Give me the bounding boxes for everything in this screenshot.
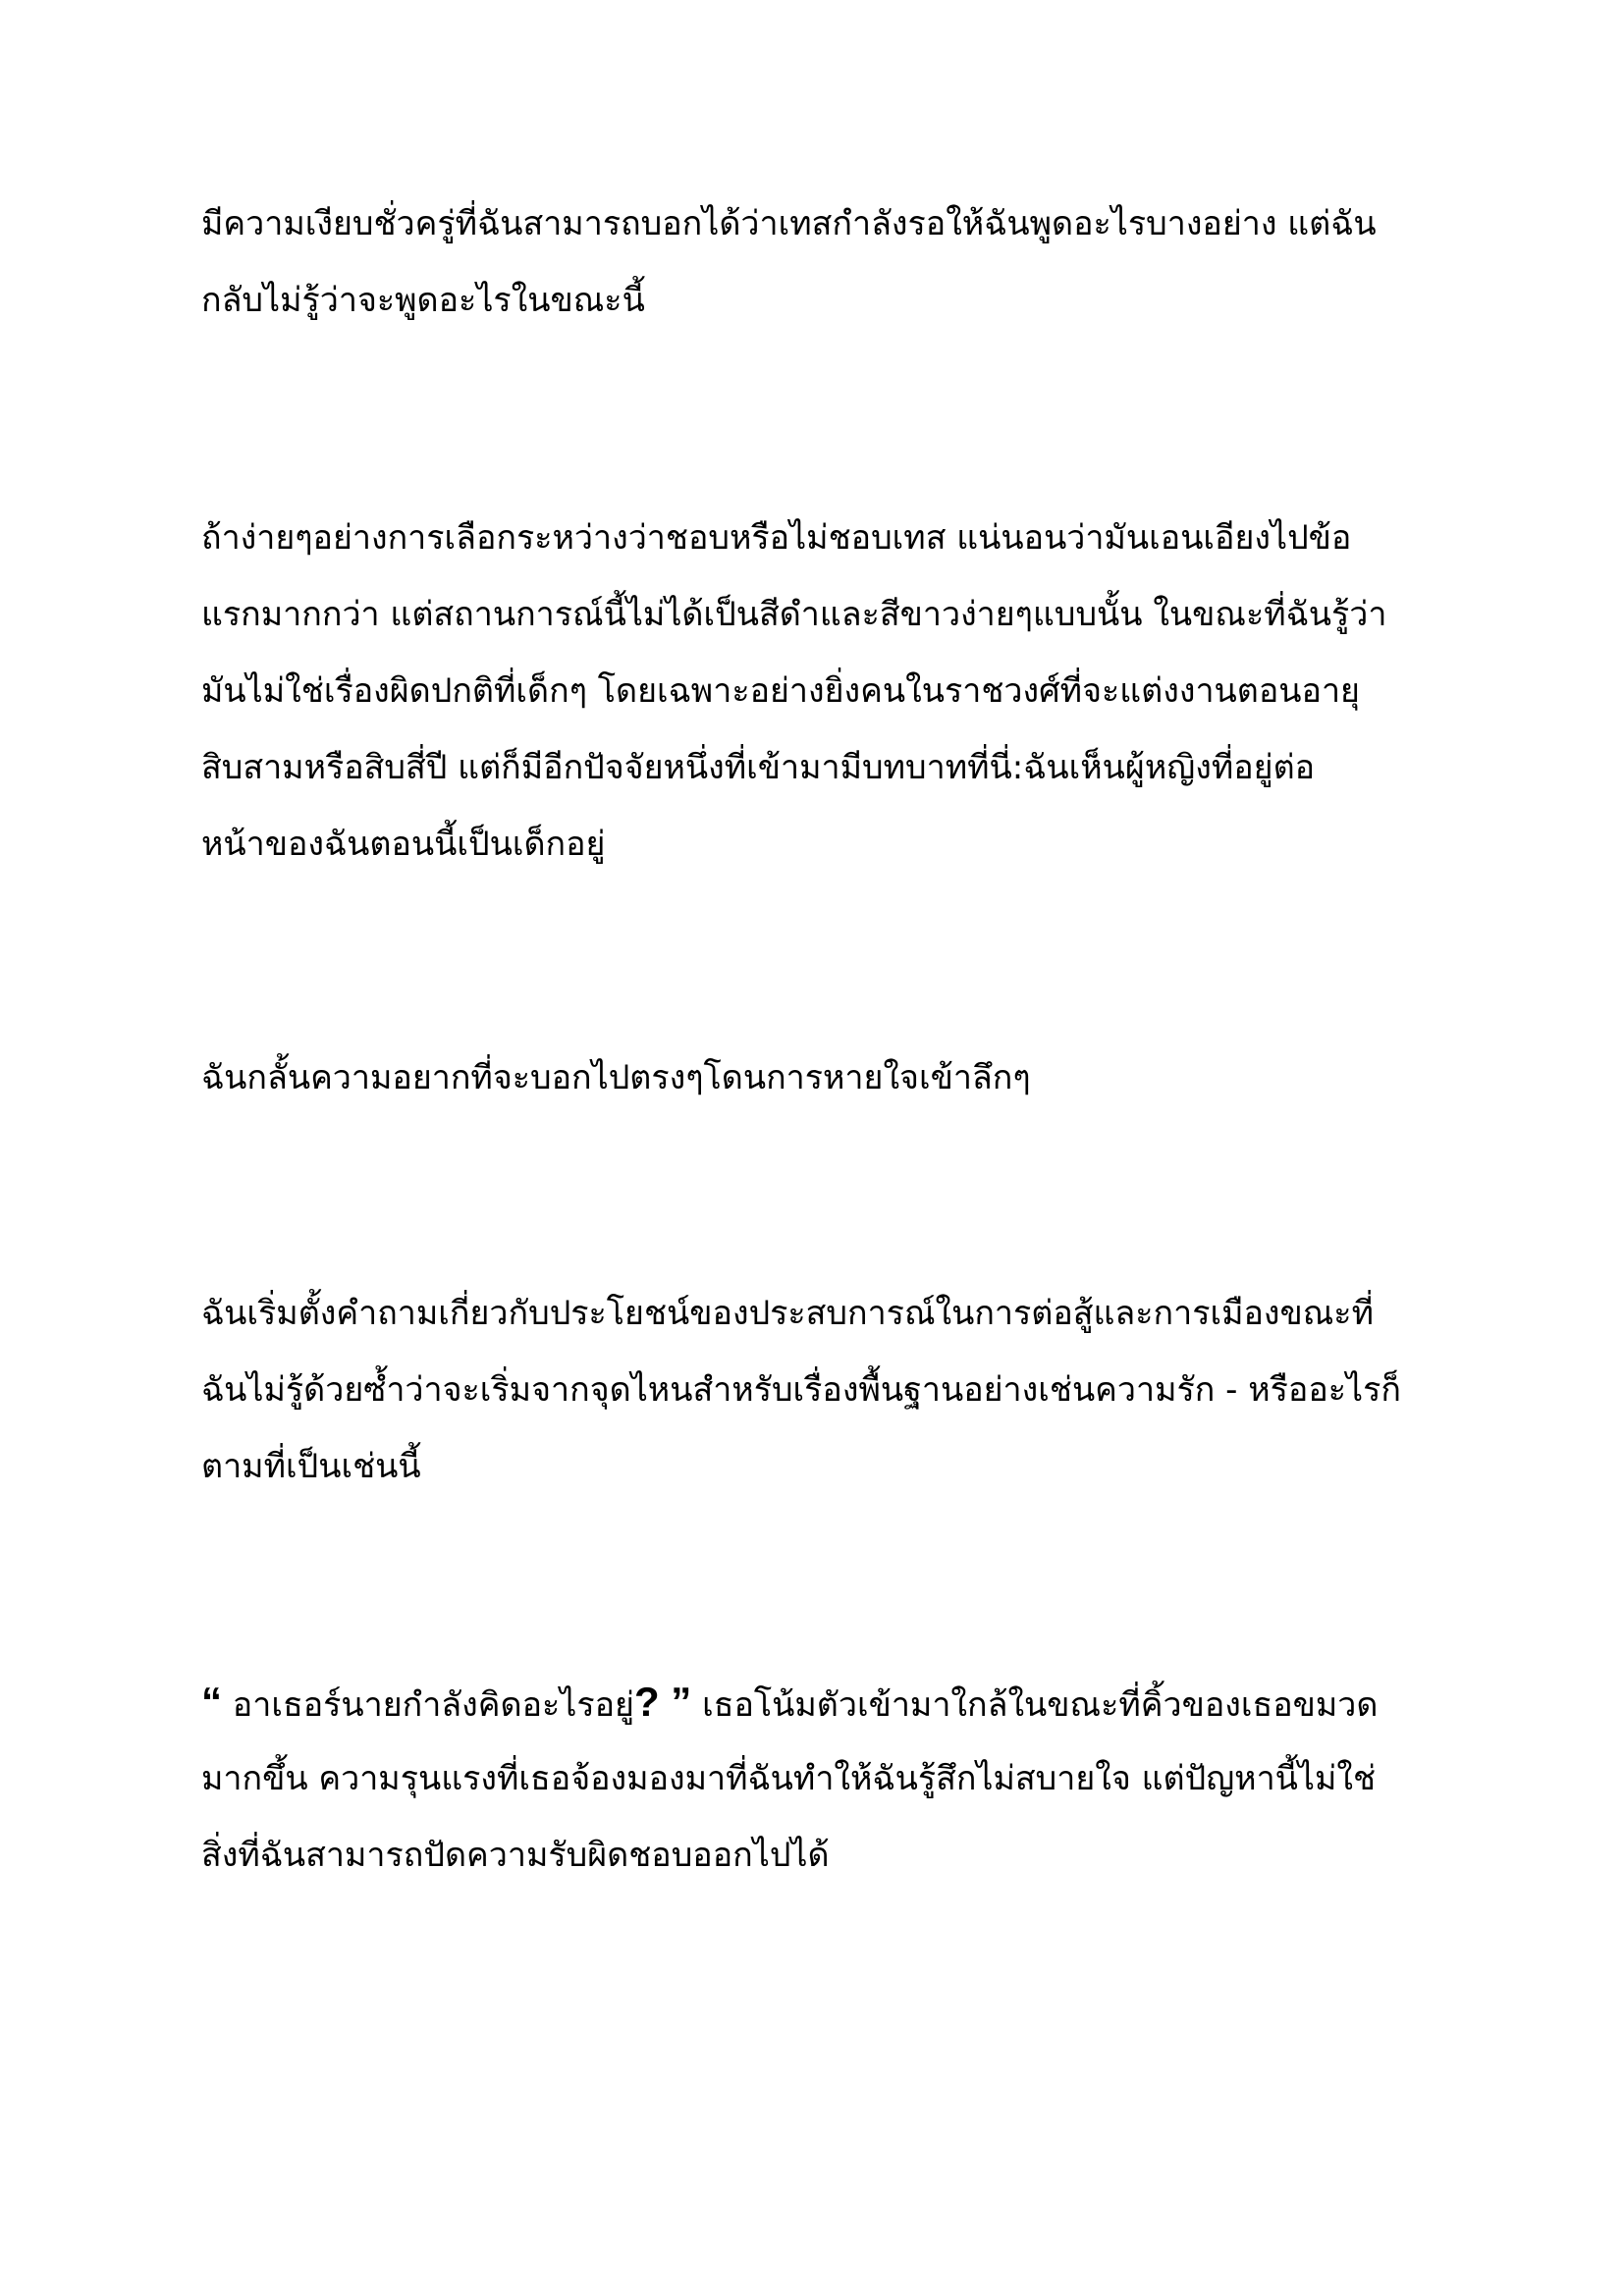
paragraph-5 [201,1664,1438,1894]
question-mark: ? [633,1679,660,1725]
text-line: ถ้าง่ายๆอย่างการเลือกระหว่างว่าชอบหรือไม่ชอบเทส แน่นอนว่ามันเอนเอียงไปข้อ [201,518,1352,558]
dialogue-text: อาเธอร์นายกำลังคิดอะไรอยู่ [222,1685,634,1725]
narration-text: เธอโน้มตัวเข้ามาใกล้ในขณะที่คิ้วของเธอขมวด [691,1685,1379,1725]
text-line: ฉันเริ่มตั้งคำถามเกี่ยวกับประโยชน์ของประสบการณ์ในการต่อสู้และการเมืองขณะที่ [201,1294,1374,1333]
open-quote: “ [201,1679,222,1725]
paragraph-1 [201,186,1438,339]
text-line: สิบสามหรือสิบสี่ปี แต่ก็มีอีกปัจจัยหนึ่งที่เข้ามามีบทบาทที่นี่:ฉันเห็นผู้หญิงที่อยู่ต่อ [201,748,1316,787]
text-line: มากขึ้น ความรุนแรงที่เธอจ้องมองมาที่ฉันทำให้ฉันรู้สึกไม่สบายใจ แต่ปัญหานี้ไม่ใช่ [201,1759,1377,1798]
paragraph-3 [201,1040,1438,1116]
text-line: ฉันกลั้นความอยากที่จะบอกไปตรงๆโดนการหายใจเข้าลึกๆ [201,1058,1031,1097]
text-line: มันไม่ใช่เรื่องผิดปกติที่เด็กๆ โดยเฉพาะอย่างยิ่งคนในราชวงศ์ที่จะแต่งงานตอนอายุ [201,671,1360,711]
text-line: กลับไม่รู้ว่าจะพูดอะไรในขณะนี้ [201,281,645,320]
close-quote: ” [659,1679,692,1725]
text-line: มีความเงียบชั่วครู่ที่ฉันสามารถบอกได้ว่าเทสกำลังรอให้ฉันพูดอะไรบางอย่าง แต่ฉัน [201,204,1377,243]
paragraph-4 [201,1275,1438,1505]
paragraph-2 [201,500,1438,882]
text-line: ฉันไม่รู้ด้วยซ้ำว่าจะเริ่มจากจุดไหนสำหรับเรื่องพื้นฐานอย่างเช่นความรัก - หรืออะไรก็ [201,1370,1401,1410]
text-line: สิ่งที่ฉันสามารถปัดความรับผิดชอบออกไปได้ [201,1836,830,1875]
text-line: หน้าของฉันตอนนี้เป็นเด็กอยู่ [201,825,606,864]
dialogue-line [201,1664,1438,1740]
text-line: ตามที่เป็นเช่นนี้ [201,1447,421,1486]
text-line: แรกมากกว่า แต่สถานการณ์นี้ไม่ได้เป็นสีดำและสีขาวง่ายๆแบบนั้น ในขณะที่ฉันรู้ว่า [201,595,1387,634]
